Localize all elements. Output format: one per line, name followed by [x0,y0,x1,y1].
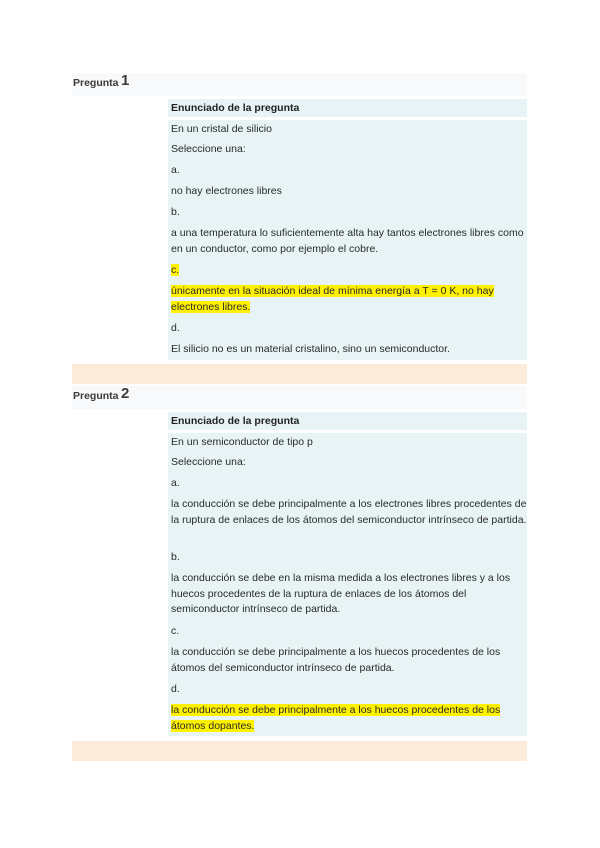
option-d-letter[interactable]: d. [171,683,180,695]
option-c-letter-highlight: c. [171,264,180,276]
question-stem: En un cristal de silicio [171,123,272,135]
option-c-letter[interactable]: c. [171,625,180,637]
option-b-text[interactable]: a una temperatura lo suficientemente alta hay tantos electrones libres como en un conductor, como por ejemplo el cobre. [171,227,524,255]
option-a-letter[interactable]: a. [171,477,180,489]
option-c-text-highlight: únicamente en la situación ideal de mínima energía a T = 0 K, no hay electrones libres. [171,285,494,313]
option-c-text[interactable] [171,284,527,315]
question-2-header [72,386,527,409]
question-title: Enunciado de la pregunta [171,102,300,114]
option-d-letter[interactable]: d. [171,322,180,334]
question-2-feedback-bar [72,741,527,761]
option-a-text[interactable]: la conducción se debe principalmente a los electrones libres procedentes de la ruptura de enlaces de los átomos del semiconductor intrínseco de partida. [171,498,527,526]
option-c-text[interactable]: la conducción se debe principalmente a los huecos procedentes de los átomos del semiconductor intrínseco de partida. [171,646,501,674]
select-prompt: Seleccione una: [171,456,246,468]
option-b-letter[interactable]: b. [171,551,180,563]
option-d-text[interactable] [171,703,527,734]
question-stem: En un semiconductor de tipo p [171,436,313,448]
option-a-text[interactable]: no hay electrones libres [171,185,282,197]
select-prompt: Seleccione una: [171,143,246,155]
question-1-feedback-bar [72,364,527,384]
option-a-letter[interactable]: a. [171,164,180,176]
option-b-text[interactable]: la conducción se debe en la misma medida a los electrones libres y a los huecos procedentes de la ruptura de enlaces de los átomos del semiconductor intrínseco de partida. [171,572,511,615]
question-2-title-bar [168,412,527,432]
question-number: 2 [121,385,130,402]
option-d-text[interactable]: El silicio no es un material cristalino, sino un semiconductor. [171,343,450,355]
question-label: Pregunta [73,390,119,402]
question-title: Enunciado de la pregunta [171,415,300,427]
option-b-letter[interactable]: b. [171,206,180,218]
question-1-title-bar [168,99,527,119]
question-1-header [72,73,527,96]
question-number: 1 [121,72,130,89]
question-label: Pregunta [73,77,119,89]
option-c-letter[interactable] [171,263,527,279]
option-d-text-highlight: la conducción se debe principalmente a los huecos procedentes de los átomos dopantes. [171,704,501,732]
